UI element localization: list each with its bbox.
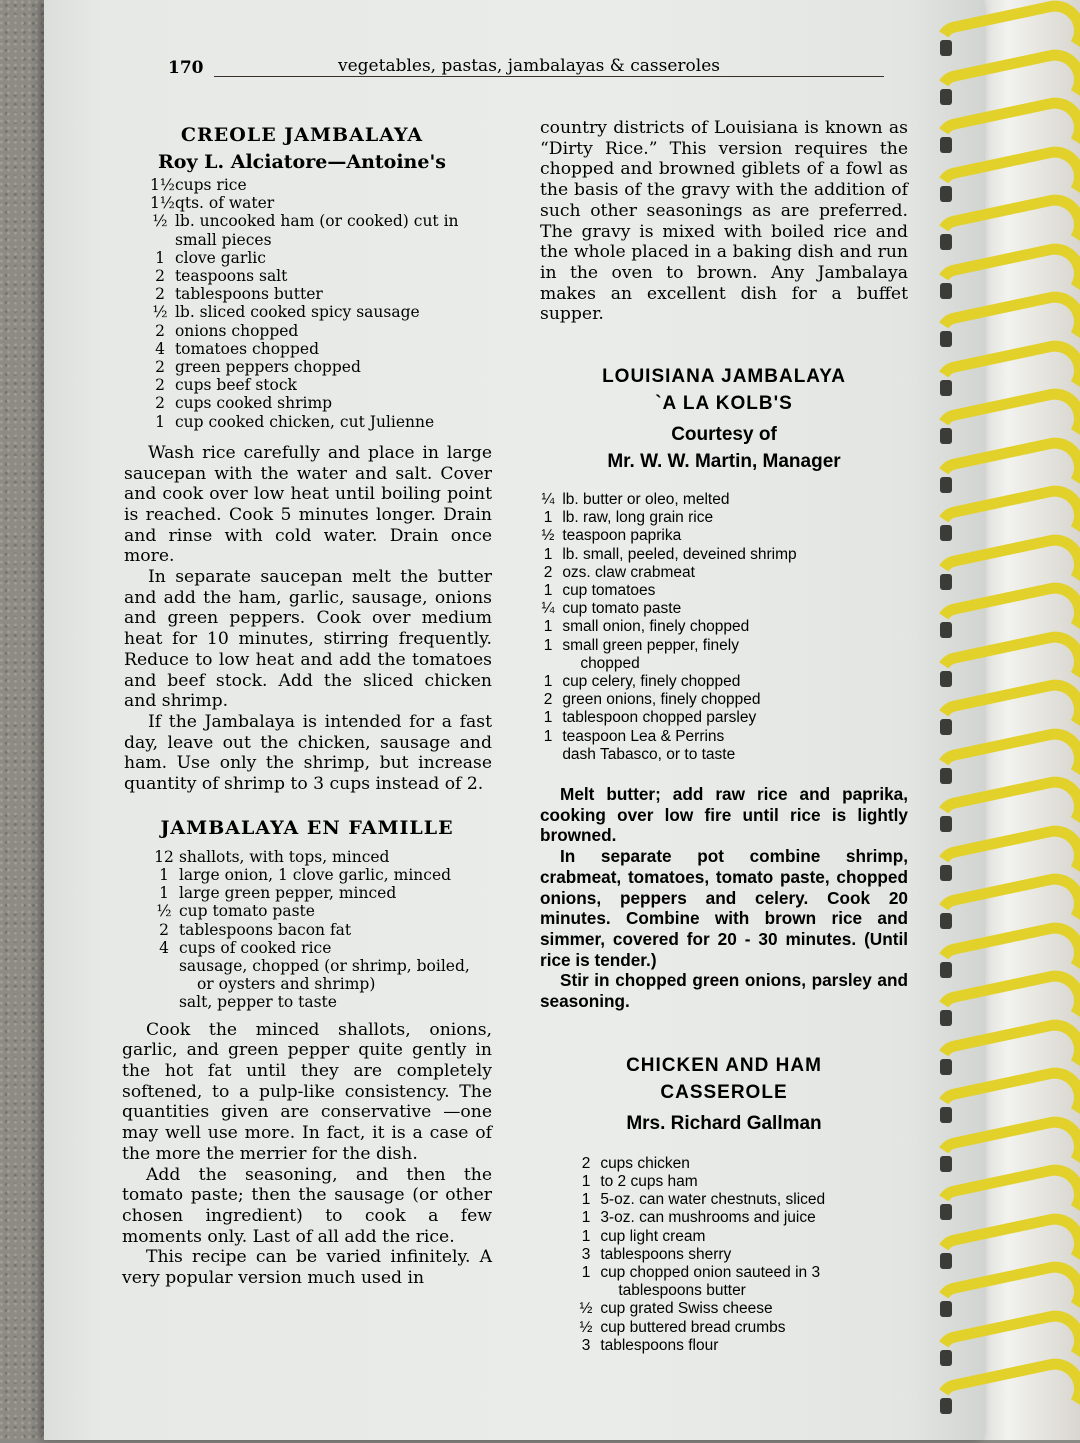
ingredient-text: 5-oz. can water chestnuts, sliced xyxy=(600,1191,826,1209)
ingredient-quantity: 1 xyxy=(581,1227,591,1245)
ingredient-item xyxy=(154,902,492,920)
ingredient-list xyxy=(154,848,492,1012)
ingredient-item xyxy=(150,176,492,194)
ingredient-text: tablespoons sherry xyxy=(600,1245,732,1263)
ingredient-quantity: 1 xyxy=(543,545,553,563)
ingredient-item xyxy=(150,249,492,267)
recipe-title: CREOLE JAMBALAYA xyxy=(180,124,424,146)
ingredient-quantity: 1 xyxy=(155,412,165,431)
ingredient-text: tomatoes chopped xyxy=(174,339,319,358)
ingredient-item xyxy=(150,322,492,340)
ingredient-quantity: 1 xyxy=(543,709,553,727)
ingredient-item xyxy=(576,1337,908,1355)
ingredient-item xyxy=(538,582,908,600)
ingredient-text: clove garlic xyxy=(174,248,266,267)
ingredient-quantity: 1 xyxy=(543,509,553,527)
ingredient-quantity: 2 xyxy=(155,394,165,413)
ingredient-quantity: 2 xyxy=(159,920,169,939)
recipe-courtesy: Courtesy of xyxy=(671,424,777,446)
louisiana-jambalaya-recipe xyxy=(540,363,908,1012)
ingredient-item xyxy=(576,1264,908,1282)
ingredient-item xyxy=(538,600,908,618)
ingredient-item xyxy=(538,527,908,545)
ingredient-text: cups cooked shrimp xyxy=(174,394,333,413)
ingredient-quantity: 12 xyxy=(154,847,174,866)
ingredient-quantity: ½ xyxy=(156,902,172,921)
ingredient-text: cup cooked chicken, cut Julienne xyxy=(174,412,435,431)
ingredient-item xyxy=(538,673,908,691)
ingredient-text: sausage, chopped (or shrimp, boiled, xyxy=(178,957,470,976)
ingredient-text: cups beef stock xyxy=(174,376,297,395)
ingredient-item xyxy=(576,1209,908,1227)
running-header xyxy=(168,56,884,78)
ingredient-text: lb. uncooked ham (or cooked) cut in xyxy=(174,212,459,231)
ingredient-quantity: 1 xyxy=(543,582,553,600)
ingredient-text: cups rice xyxy=(174,176,247,194)
recipe-title-line-1: CHICKEN AND HAM xyxy=(626,1054,822,1076)
ingredient-text: tablespoons butter xyxy=(618,1282,746,1300)
ingredient-quantity: 4 xyxy=(159,938,169,957)
recipe-title-line-1: LOUISIANA JAMBALAYA xyxy=(602,366,846,388)
ingredient-text: teaspoon Lea & Perrins xyxy=(562,727,725,745)
recipe-directions xyxy=(122,1020,492,1289)
ingredient-text: cup buttered bread crumbs xyxy=(600,1318,786,1336)
ingredient-quantity: 2 xyxy=(155,285,165,304)
ingredient-item xyxy=(150,231,492,249)
ingredient-text: to 2 cups ham xyxy=(600,1173,698,1191)
ingredient-item xyxy=(538,546,908,564)
ingredient-item xyxy=(150,267,492,285)
ingredient-quantity: 1 xyxy=(543,636,553,654)
ingredient-quantity: 1 xyxy=(159,884,169,903)
ingredient-text: cups of cooked rice xyxy=(178,938,332,957)
ingredient-item xyxy=(576,1191,908,1209)
ingredient-item xyxy=(538,691,908,709)
ingredient-text: tablespoon chopped parsley xyxy=(562,709,757,727)
page-number: 170 xyxy=(168,58,204,78)
ingredient-item xyxy=(150,376,492,394)
ingredient-quantity: ¼ xyxy=(541,491,555,509)
ingredient-item xyxy=(538,491,908,509)
ingredient-quantity: 4 xyxy=(155,339,165,358)
ingredient-text: cups chicken xyxy=(600,1154,690,1172)
ingredient-text: chopped xyxy=(580,654,640,672)
paragraph: Add the seasoning, and then the tomato paste; then the sausage (or other chosen ingredient) to cook a few moments only. Last of all add the rice. xyxy=(122,1164,492,1247)
paragraph: Wash rice carefully and place in large saucepan with the water and salt. Cover and cook over low heat until boiling point is reached. Cook 5 minutes longer. Drain and rinse with cold water. Drain once more. xyxy=(124,442,492,567)
ingredient-item xyxy=(576,1319,908,1337)
ingredient-item xyxy=(576,1228,908,1246)
recipe-title-line-2: CASSEROLE xyxy=(660,1081,788,1103)
ingredient-text: dash Tabasco, or to taste xyxy=(562,745,736,763)
ingredient-item xyxy=(538,709,908,727)
ingredient-quantity: ¼ xyxy=(541,600,555,618)
ingredient-list xyxy=(150,176,492,431)
ingredient-text: cup chopped onion sauteed in 3 xyxy=(600,1264,821,1282)
left-column xyxy=(122,122,492,1289)
ingredient-text: lb. raw, long grain rice xyxy=(562,509,714,527)
ingredient-text: lb. small, peeled, deveined shrimp xyxy=(562,545,797,563)
ingredient-quantity: 1 xyxy=(581,1191,591,1209)
ingredient-text: tablespoons flour xyxy=(600,1336,719,1354)
ingredient-quantity: 3 xyxy=(581,1245,591,1263)
ingredient-item xyxy=(576,1246,908,1264)
ingredient-text: green onions, finely chopped xyxy=(562,691,761,709)
recipe-author: Mr. W. W. Martin, Manager xyxy=(607,451,841,473)
ingredient-item xyxy=(154,921,492,939)
ingredient-text: cup grated Swiss cheese xyxy=(600,1300,773,1318)
ingredient-text: qts. of water xyxy=(174,194,275,213)
ingredient-text: ozs. claw crabmeat xyxy=(562,563,695,581)
ingredient-quantity: 2 xyxy=(155,321,165,340)
ingredient-item xyxy=(150,194,492,212)
ingredient-list xyxy=(538,491,908,764)
ingredient-list xyxy=(576,1155,908,1355)
ingredient-item xyxy=(576,1173,908,1191)
recipe-title: JAMBALAYA EN FAMILLE xyxy=(160,816,454,839)
ingredient-quantity: 1 xyxy=(543,673,553,691)
recipe-directions xyxy=(540,784,908,1012)
paragraph: Stir in chopped green onions, parsley and seasoning. xyxy=(540,970,908,1012)
ingredient-text: teaspoon paprika xyxy=(562,527,682,545)
ingredient-item xyxy=(154,866,492,884)
ingredient-text: small onion, finely chopped xyxy=(562,618,750,636)
paragraph: country districts of Louisiana is known as “Dirty Rice.” This version requires the chopped and browned giblets of a fowl as the basis of the gravy with the addition of such other seasonings as are preferred. The gravy is mixed with boiled rice and the whole placed in a baking dish and run in the oven to brown. Any Jambalaya makes an excellent dish for a buffet supper. xyxy=(540,118,908,325)
ingredient-text: green peppers chopped xyxy=(174,358,361,377)
ingredient-text: cup light cream xyxy=(600,1227,706,1245)
ingredient-item xyxy=(538,637,908,655)
ingredient-item xyxy=(538,728,908,746)
paragraph: This recipe can be varied infinitely. A very popular version much used in xyxy=(122,1247,492,1289)
ingredient-item xyxy=(538,655,908,673)
ingredient-text: tablespoons butter xyxy=(174,285,323,304)
chicken-and-ham-casserole-recipe xyxy=(540,1052,908,1355)
ingredient-item xyxy=(150,303,492,321)
paragraph: Melt butter; add raw rice and paprika, cooking over low fire until rice is lightly browned. xyxy=(540,784,908,846)
section-title: vegetables, pastas, jambalayas & casseroles xyxy=(338,56,720,76)
ingredient-text: teaspoons salt xyxy=(174,267,288,286)
recipe-author: Mrs. Richard Gallman xyxy=(626,1112,822,1134)
ingredient-item xyxy=(150,340,492,358)
ingredient-text: cup celery, finely chopped xyxy=(562,673,741,691)
ingredient-item xyxy=(150,358,492,376)
ingredient-item xyxy=(150,413,492,431)
header-rule xyxy=(214,76,884,77)
ingredient-text: cup tomato paste xyxy=(562,600,682,618)
ingredient-item xyxy=(150,394,492,412)
ingredient-item xyxy=(154,993,492,1011)
creole-jambalaya-recipe xyxy=(112,122,492,795)
ingredient-quantity: 2 xyxy=(543,691,553,709)
ingredient-item xyxy=(150,212,492,230)
ingredient-quantity: ½ xyxy=(579,1300,593,1318)
ingredient-text: small green pepper, finely xyxy=(562,636,739,654)
ingredient-quantity: ½ xyxy=(152,303,168,322)
ingredient-item xyxy=(538,746,908,764)
ingredient-item xyxy=(538,564,908,582)
ingredient-quantity: 2 xyxy=(155,376,165,395)
ingredient-item xyxy=(538,618,908,636)
paragraph: In separate saucepan melt the butter and add the ham, garlic, sausage, onions and green peppers. Cook over medium heat for 10 minutes, stirring frequently. Reduce to low heat and add the tomatoes and beef stock. Add the sliced chicken and shrimp. xyxy=(124,567,492,712)
ingredient-quantity: 1 xyxy=(581,1209,591,1227)
ingredient-text: lb. butter or oleo, melted xyxy=(562,491,730,509)
ingredient-text: small pieces xyxy=(174,230,272,249)
recipe-author: Roy L. Alciatore—Antoine's xyxy=(158,151,446,173)
ingredient-text: cup tomato paste xyxy=(178,902,315,921)
ingredient-item xyxy=(154,848,492,866)
recipe-directions xyxy=(124,443,492,795)
ingredient-quantity: 2 xyxy=(155,358,165,377)
ingredient-quantity: 1 xyxy=(159,866,169,884)
ingredient-item xyxy=(154,975,492,993)
ingredient-quantity: 1 xyxy=(543,618,553,636)
ingredient-text: shallots, with tops, minced xyxy=(178,847,390,866)
ingredient-quantity: 2 xyxy=(581,1154,591,1172)
ingredient-item xyxy=(576,1155,908,1173)
right-column xyxy=(540,118,908,1355)
ingredient-quantity: 1 xyxy=(155,248,165,267)
ingredient-item xyxy=(576,1282,908,1300)
ingredient-quantity: 1 xyxy=(581,1264,591,1282)
ingredient-quantity: 1 xyxy=(581,1173,591,1191)
ingredient-quantity: 3 xyxy=(581,1336,591,1354)
paragraph: Cook the minced shallots, onions, garlic, and green pepper quite gently in the hot fat until they are completely softened, to a pulp-like consistency. The quantities given are conservative —one may well use more. In fact, it is a case of the more the merrier for the dish. xyxy=(122,1019,492,1164)
ingredient-quantity: ½ xyxy=(541,527,555,545)
ingredient-item xyxy=(154,939,492,957)
continued-directions xyxy=(540,118,908,325)
ingredient-text: or oysters and shrimp) xyxy=(196,975,376,994)
ingredient-text: cup tomatoes xyxy=(562,582,656,600)
ingredient-item xyxy=(538,509,908,527)
ingredient-item xyxy=(576,1300,908,1318)
ingredient-text: 3-oz. can mushrooms and juice xyxy=(600,1209,816,1227)
ingredient-item xyxy=(154,957,492,975)
jambalaya-en-famille-recipe xyxy=(122,815,492,1289)
recipe-title-line-2: `A LA KOLB'S xyxy=(655,393,793,415)
ingredient-text: large onion, 1 clove garlic, minced xyxy=(178,866,452,884)
ingredient-quantity: ½ xyxy=(579,1318,593,1336)
ingredient-quantity: ½ xyxy=(152,212,168,231)
ingredient-text: onions chopped xyxy=(174,321,299,340)
ingredient-quantity: 2 xyxy=(543,563,553,581)
ingredient-item xyxy=(154,884,492,902)
paragraph: If the Jambalaya is intended for a fast day, leave out the chicken, sausage and ham. Use only the shrimp, but increase quantity of shrimp to 3 cups instead of 2. xyxy=(124,711,492,795)
ingredient-quantity: 1½ xyxy=(150,194,175,213)
ingredient-quantity: 2 xyxy=(155,267,165,286)
ingredient-item xyxy=(150,285,492,303)
ingredient-quantity: 1 xyxy=(543,727,553,745)
ingredient-text: salt, pepper to taste xyxy=(178,993,337,1012)
ingredient-quantity: 1½ xyxy=(150,176,175,194)
ingredient-text: tablespoons bacon fat xyxy=(178,920,352,939)
ingredient-text: large green pepper, minced xyxy=(178,884,397,903)
ingredient-text: lb. sliced cooked spicy sausage xyxy=(174,303,420,322)
paragraph: In separate pot combine shrimp, crabmeat, tomatoes, tomato paste, chopped onions, peppers and celery. Cook 20 minutes. Combine with brown rice and simmer, covered for 20 - 30 minutes. (Until rice is tender.) xyxy=(540,846,908,970)
